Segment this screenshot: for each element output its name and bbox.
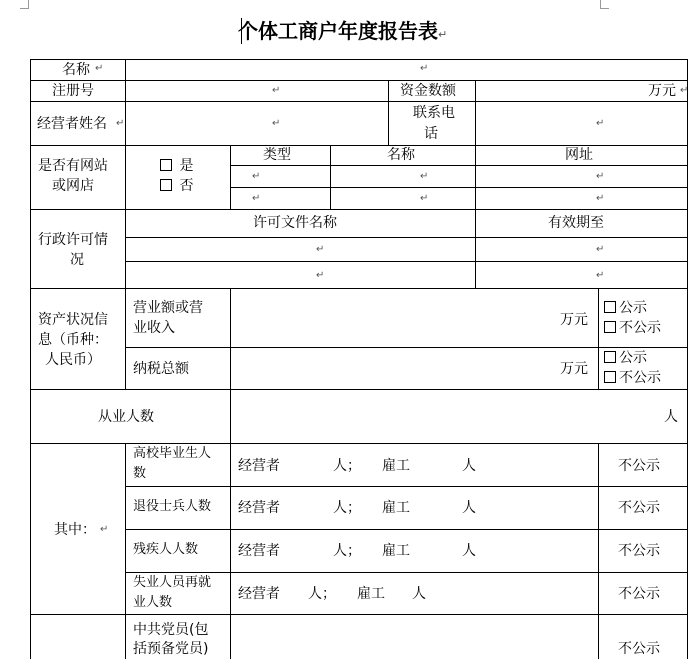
paragraph-mark: ↵ <box>100 524 109 535</box>
website-name-field-1[interactable]: ↵ <box>420 171 429 182</box>
among-label: 其中： <box>54 522 96 538</box>
grad-not-public: 不公示 <box>618 458 660 474</box>
paragraph-mark: ↵ <box>116 118 125 129</box>
employees-label: 从业人数 <box>98 409 154 425</box>
operator-label: 经营者姓名 <box>37 116 107 132</box>
unemployed-label-line2: 业人数 <box>133 595 173 610</box>
veteran-label: 退役士兵人数 <box>133 499 212 514</box>
permit-doc-field-2[interactable]: ↵ <box>316 270 325 281</box>
name-label: 名称 <box>62 62 90 78</box>
unemployed-label-line1: 失业人员再就 <box>133 575 212 590</box>
website-type-field-2[interactable]: ↵ <box>252 193 261 204</box>
party-label-line1: 中共党员(包 <box>133 622 209 638</box>
permit-label-line2: 况 <box>70 252 84 268</box>
asset-label-line2: 息（币种： <box>38 332 108 348</box>
disabled-hired-word: 雇工 <box>382 543 410 559</box>
checkbox-icon[interactable] <box>604 301 616 313</box>
paragraph-mark: ↵ <box>680 85 689 96</box>
name-field[interactable]: ↵ <box>420 63 429 74</box>
website-url-field-1[interactable]: ↵ <box>596 171 605 182</box>
disabled-operator-count[interactable]: 人； <box>333 543 361 559</box>
type-column-header: 类型 <box>263 147 291 163</box>
page-corner-right <box>600 0 609 9</box>
registration-label: 注册号 <box>52 83 94 99</box>
paragraph-mark: ↵ <box>95 63 104 74</box>
page-corner-left <box>20 0 29 9</box>
party-not-public: 不公示 <box>618 641 660 657</box>
registration-field[interactable]: ↵ <box>272 85 281 96</box>
checkbox-icon[interactable] <box>160 179 172 191</box>
unemployed-hired-count[interactable]: 人 <box>412 586 426 602</box>
checkbox-icon[interactable] <box>604 321 616 333</box>
contact-label-line2: 话 <box>424 126 438 142</box>
contact-field[interactable]: ↵ <box>596 118 605 129</box>
permit-valid-field-2[interactable]: ↵ <box>596 270 605 281</box>
employees-unit: 人 <box>664 409 678 425</box>
revenue-unit: 万元 <box>560 312 588 328</box>
permit-label-line1: 行政许可情 <box>38 232 108 248</box>
operator-field[interactable]: ↵ <box>272 118 281 129</box>
disabled-label: 残疾人人数 <box>133 542 199 557</box>
checkbox-icon[interactable] <box>160 159 172 171</box>
name-column-header: 名称 <box>387 147 415 163</box>
veteran-hired-word: 雇工 <box>382 500 410 516</box>
capital-unit: 万元 <box>648 83 676 99</box>
unemployed-not-public: 不公示 <box>618 586 660 602</box>
checkbox-icon[interactable] <box>604 351 616 363</box>
asset-label-line3: 人民币） <box>45 352 101 368</box>
veteran-operator-word: 经营者 <box>238 500 280 516</box>
website-no-option[interactable]: 否 <box>160 178 193 194</box>
revenue-label-line1: 营业额或营 <box>133 300 203 316</box>
disabled-hired-count[interactable]: 人 <box>462 543 476 559</box>
permit-valid-column-header: 有效期至 <box>548 215 604 231</box>
grad-label-line2: 数 <box>133 466 147 481</box>
tax-public-option[interactable]: 公示 <box>604 350 647 366</box>
website-name-field-2[interactable]: ↵ <box>420 193 429 204</box>
tax-unit: 万元 <box>560 361 588 377</box>
website-url-field-2[interactable]: ↵ <box>596 193 605 204</box>
url-column-header: 网址 <box>565 147 593 163</box>
grad-label-line1: 高校毕业生人 <box>133 446 212 461</box>
checkbox-icon[interactable] <box>604 371 616 383</box>
grad-operator-count[interactable]: 人； <box>333 458 361 474</box>
asset-label-line1: 资产状况信 <box>38 312 108 328</box>
veteran-hired-count[interactable]: 人 <box>462 500 476 516</box>
capital-label: 资金数额 <box>400 83 456 99</box>
unemployed-operator-word: 经营者 <box>238 586 280 602</box>
tax-not-public-option[interactable]: 不公示 <box>604 370 661 386</box>
grad-operator-word: 经营者 <box>238 458 280 474</box>
veteran-operator-count[interactable]: 人； <box>333 500 361 516</box>
website-yes-option[interactable]: 是 <box>160 158 193 174</box>
grad-hired-count[interactable]: 人 <box>462 458 476 474</box>
document-title[interactable]: 个体工商户年度报告表↵ <box>238 19 448 43</box>
disabled-operator-word: 经营者 <box>238 543 280 559</box>
revenue-label-line2: 业收入 <box>133 320 175 336</box>
veteran-not-public: 不公示 <box>618 500 660 516</box>
website-type-field-1[interactable]: ↵ <box>252 171 261 182</box>
disabled-not-public: 不公示 <box>618 543 660 559</box>
permit-doc-column-header: 许可文件名称 <box>253 215 337 231</box>
grad-hired-word: 雇工 <box>382 458 410 474</box>
website-label-line1: 是否有网站 <box>38 158 108 174</box>
party-label-line2: 括预备党员) <box>133 641 209 657</box>
revenue-public-option[interactable]: 公示 <box>604 300 647 316</box>
permit-valid-field-1[interactable]: ↵ <box>596 244 605 255</box>
website-label-line2: 或网店 <box>52 178 94 194</box>
permit-doc-field-1[interactable]: ↵ <box>316 244 325 255</box>
revenue-not-public-option[interactable]: 不公示 <box>604 320 661 336</box>
contact-label-line1: 联系电 <box>413 105 455 121</box>
unemployed-hired-word: 雇工 <box>357 586 385 602</box>
tax-label: 纳税总额 <box>133 361 189 377</box>
unemployed-operator-count[interactable]: 人； <box>308 586 336 602</box>
